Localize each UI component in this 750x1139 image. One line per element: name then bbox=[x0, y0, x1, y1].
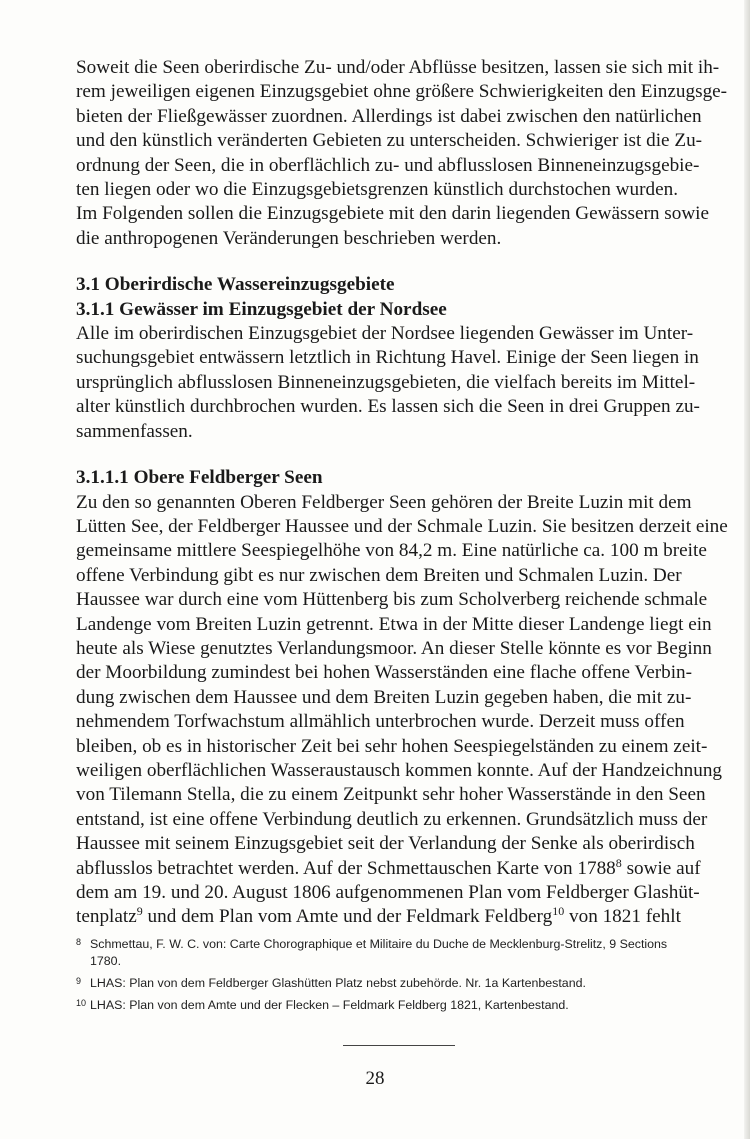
footnote-9 bbox=[76, 975, 696, 992]
text-line: Lütten See, der Feldberger Haussee und der Schmale Luzin. Sie besitzen derzeit eine bbox=[76, 515, 728, 537]
text-fragment: von 1821 fehlt bbox=[569, 906, 681, 928]
text-line: rem jeweiligen eigenen Einzugsgebiet ohne größere Schwierigkeiten den Einzugsge- bbox=[76, 81, 728, 103]
text-fragment: abflusslos betrachtet werden. Auf der Schmettauschen Karte von 1788 bbox=[76, 857, 616, 879]
footnote-text: LHAS: Plan von dem Amte und der Flecken – Feldmark Feldberg 1821, Kartenbestand. bbox=[90, 998, 569, 1012]
footer-divider bbox=[343, 1045, 455, 1046]
page-number: 28 bbox=[365, 1068, 385, 1089]
footnote-text: LHAS: Plan von dem Feldberger Glashütten Platz nebst zubehörde. Nr. 1a Kartenbestand. bbox=[90, 976, 586, 990]
text-line: Im Folgenden sollen die Einzugsgebiete mit den darin liegenden Gewässern sowie bbox=[76, 203, 710, 225]
text-line: Alle im oberirdischen Einzugsgebiet der Nordsee liegenden Gewässer im Unter- bbox=[76, 323, 694, 345]
text-line: ursprünglich abflusslosen Binneneinzugsgebieten, die vielfach bereits im Mittel- bbox=[76, 371, 696, 393]
footnote-number: 8 bbox=[76, 937, 82, 947]
text-line: die anthropogenen Veränderungen beschrieben werden. bbox=[76, 227, 502, 249]
text-line: von Tilemann Stella, die zu einem Zeitpunkt sehr hoher Wasserstände in den Seen bbox=[76, 784, 706, 806]
text-line: weiligen oberflächlichen Wasseraustausch kommen konnte. Auf der Handzeichnung bbox=[76, 759, 723, 781]
section-heading: 3.1 Oberirdische Wassereinzugsgebiete bbox=[76, 274, 395, 296]
text-line: Soweit die Seen oberirdische Zu- und/oder Abflüsse besitzen, lassen sie sich mit ih- bbox=[76, 57, 720, 78]
text-line: Haussee mit seinem Einzugsgebiet seit der Verlandung der Senke als oberirdisch bbox=[76, 833, 695, 855]
footnote-8 bbox=[76, 936, 696, 970]
text-fragment: und dem Plan vom Amte und der Feldmark Feldberg bbox=[147, 906, 553, 928]
text-line: der Moorbildung zumindest bei hohen Wasserständen eine flache offene Verbin- bbox=[76, 662, 693, 684]
footnote-ref-10[interactable]: 10 bbox=[552, 904, 565, 919]
text-fragment: sowie auf bbox=[626, 857, 701, 879]
footnote-number: 10 bbox=[76, 998, 87, 1008]
text-line: nehmendem Torfwachstum allmählich unterbrochen wurde. Derzeit muss offen bbox=[76, 711, 685, 733]
page-edge-shadow bbox=[744, 0, 750, 1139]
text-line: dung zwischen dem Haussee und dem Breiten Luzin gegeben haben, die mit zu- bbox=[76, 686, 692, 708]
text-line: alter künstlich durchbrochen wurden. Es lassen sich die Seen in drei Gruppen zu- bbox=[76, 396, 700, 418]
text-line: bleiben, ob es in historischer Zeit bei sehr hohen Seespiegelständen zu einem zeit- bbox=[76, 735, 708, 757]
text-line: und den künstlich veränderten Gebieten zu unterscheiden. Schwieriger ist die Zu- bbox=[76, 130, 703, 152]
paragraph-intro bbox=[76, 56, 728, 251]
footnotes bbox=[76, 936, 696, 1019]
text-line bbox=[76, 855, 701, 881]
text-line: Landenge vom Breiten Luzin getrennt. Etwa in der Mitte dieser Landenge liegt ein bbox=[76, 613, 712, 635]
text-line: dem am 19. und 20. August 1806 aufgenommenen Plan vom Feldberger Glashüt- bbox=[76, 882, 700, 903]
text-line: bieten der Fließgewässer zuordnen. Allerdings ist dabei zwischen den natürlichen bbox=[76, 105, 702, 127]
text-line: sammenfassen. bbox=[76, 420, 193, 442]
footnote-10 bbox=[76, 997, 696, 1014]
footnote-number: 9 bbox=[76, 976, 82, 986]
text-line: ordnung der Seen, die in oberflächlich zu- und abflusslosen Binneneinzugsgebie- bbox=[76, 154, 700, 176]
paragraph-feldberger bbox=[76, 491, 728, 930]
footnote-ref-8[interactable]: 8 bbox=[615, 855, 622, 870]
text-fragment: tenplatz bbox=[76, 906, 137, 928]
text-line: Zu den so genannten Oberen Feldberger Seen gehören der Breite Luzin mit dem bbox=[76, 491, 692, 513]
text-line: offene Verbindung gibt es nur zwischen dem Breiten und Schmalen Luzin. Der bbox=[76, 564, 682, 586]
text-line: ten liegen oder wo die Einzugsgebietsgrenzen künstlich durchstochen wurden. bbox=[76, 179, 678, 201]
text-line bbox=[76, 904, 681, 929]
text-line: Haussee war durch eine vom Hüttenberg bis zum Scholverberg reichende schmale bbox=[76, 589, 708, 611]
main-text bbox=[76, 56, 728, 930]
footnote-ref-9[interactable]: 9 bbox=[136, 904, 143, 919]
footnote-text: Schmettau, F. W. C. von: Carte Chorographique et Militaire du Duche de Mecklenburg-Strelitz, 9 Sections 1780. bbox=[90, 937, 668, 968]
text-line: suchungsgebiet entwässern letztlich in Richtung Havel. Einige der Seen liegen in bbox=[76, 347, 699, 369]
subsubsection-heading: 3.1.1.1 Obere Feldberger Seen bbox=[76, 467, 323, 489]
text-line: entstand, ist eine offene Verbindung deutlich zu erkennen. Grundsätzlich muss der bbox=[76, 808, 708, 830]
paragraph-nordsee bbox=[76, 322, 700, 444]
subsection-heading: 3.1.1 Gewässer im Einzugsgebiet der Nordsee bbox=[76, 298, 447, 320]
text-line: heute als Wiese genutztes Verlandungsmoor. An dieser Stelle könnte es vor Beginn bbox=[76, 637, 712, 659]
text-line: gemeinsame mittlere Seespiegelhöhe von 84,2 m. Eine natürliche ca. 100 m breite bbox=[76, 540, 707, 562]
